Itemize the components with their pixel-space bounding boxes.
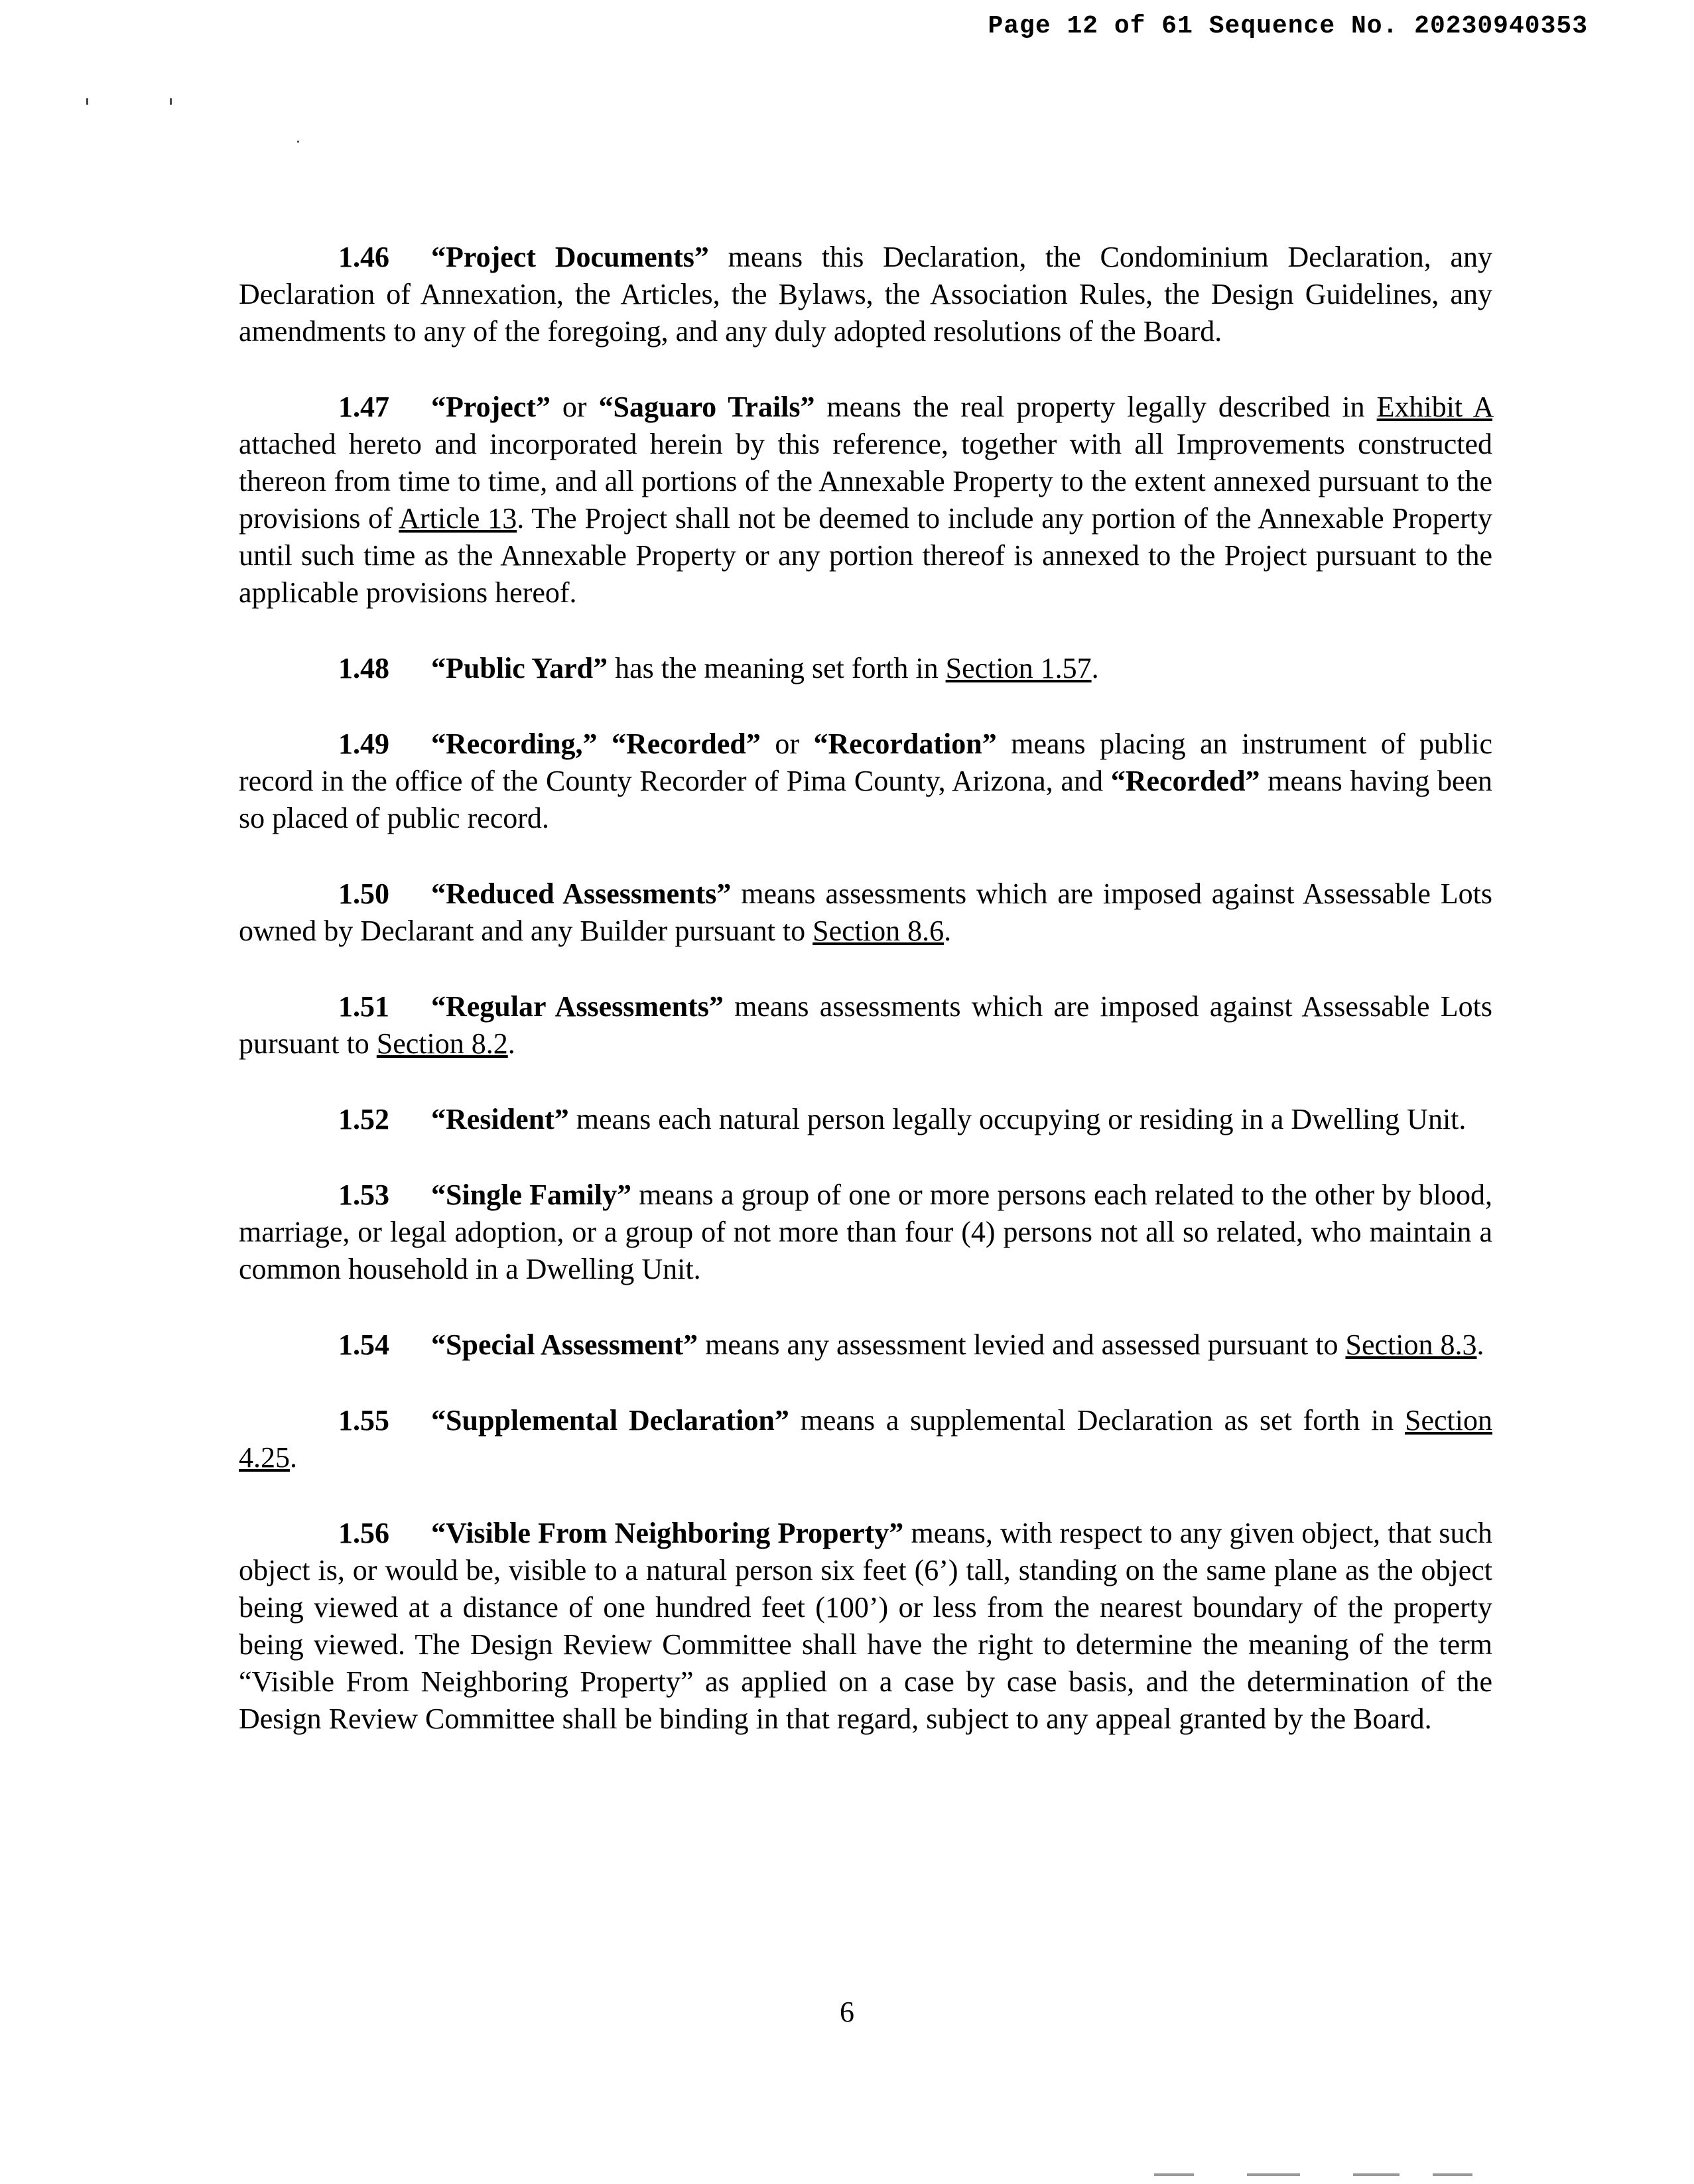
definition-text: means a supplemental Declaration as set forth in: [789, 1404, 1405, 1437]
section-number: 1.47: [338, 391, 389, 423]
cross-reference: Section 8.6: [813, 915, 945, 947]
page-number: 6: [840, 1996, 854, 2028]
defined-term: “Supplemental Declaration”: [431, 1404, 789, 1437]
definition-text: means assessments which are imposed against Assessable Lots owned by Declarant and any Builder pursuant to: [239, 877, 1492, 947]
definition-paragraph: [239, 650, 1492, 687]
section-number: 1.51: [338, 990, 389, 1023]
cross-reference: Section 8.3: [1345, 1328, 1477, 1361]
defined-term: “Special Assessment”: [431, 1328, 698, 1361]
definition-text: means, with respect to any given object, that such object is, or would be, visible to a natural person six feet (6’) tall, standing on the same plane as the object being viewed at a distance of one hundred feet (100’) or less from the nearest boundary of the property being viewed. The Design Review Committee shall have the right to determine the meaning of the term “Visible From Neighboring Property” as applied on a case by case basis, and the determination of the Design Review Committee shall be binding in that regard, subject to any appeal granted by the Board.: [239, 1517, 1492, 1735]
section-number: 1.54: [338, 1328, 389, 1361]
definition-paragraph: [239, 389, 1492, 611]
definition-text: .: [1476, 1328, 1484, 1361]
definition-paragraph: [239, 988, 1492, 1062]
defined-term: “Recording,” “Recorded”: [431, 728, 761, 760]
definition-text: .: [1091, 652, 1099, 684]
section-number: 1.48: [338, 652, 389, 684]
definition-paragraph: [239, 1515, 1492, 1738]
definition-paragraph: [239, 1177, 1492, 1288]
definition-text: means having been so placed of public record.: [239, 765, 1493, 834]
definition-text: means a group of one or more persons each related to the other by blood, marriage, or legal adoption, or a group of not more than four (4) persons not all so related, who maintain a common household in a Dwelling Unit.: [239, 1179, 1492, 1285]
definition-text: has the meaning set forth in: [608, 652, 946, 684]
section-number: 1.56: [338, 1517, 389, 1549]
section-number: 1.50: [338, 877, 389, 910]
scan-artifact: [1154, 2169, 1486, 2179]
cross-reference: Section 4.25: [239, 1404, 1492, 1474]
definition-text: .: [507, 1027, 515, 1060]
defined-term: “Project Documents”: [431, 241, 709, 273]
section-number: 1.55: [338, 1404, 389, 1437]
definition-text: means any assessment levied and assessed pursuant to: [698, 1328, 1346, 1361]
cross-reference: Section 8.2: [376, 1027, 508, 1060]
document-body: [239, 239, 1492, 1776]
document-header: Page 12 of 61 Sequence No. 20230940353: [988, 12, 1588, 40]
definition-text: means each natural person legally occupying or residing in a Dwelling Unit.: [568, 1103, 1466, 1135]
defined-term: “Recorded”: [1110, 765, 1260, 797]
definition-text: . The Project shall not be deemed to include any portion of the Annexable Property until such time as the Annexable Property or any portion thereof is annexed to the Project pursuant to the applicable provisions hereof.: [239, 502, 1492, 609]
defined-term: “Recordation”: [813, 728, 997, 760]
cross-reference: Section 1.57: [945, 652, 1092, 684]
definition-text: means this Declaration, the Condominium Declaration, any Declaration of Annexation, the Articles, the Bylaws, the Association Rules, the Design Guidelines, any amendments to any of the foregoing, and any duly adopted resolutions of the Board.: [239, 241, 1492, 348]
definition-paragraph: [239, 1326, 1492, 1364]
section-number: 1.46: [338, 241, 389, 273]
scan-speck: [297, 141, 299, 143]
definition-text: .: [290, 1441, 297, 1474]
definition-text: .: [944, 915, 952, 947]
definition-text: attached hereto and incorporated herein by this reference, together with all Improvements constructed thereon from time to time, and all portions of the Annexable Property to the extent annexed pursuant to the provisions of: [239, 428, 1492, 535]
defined-term: “Single Family”: [431, 1179, 632, 1211]
defined-term: “Saguaro Trails”: [598, 391, 815, 423]
defined-term: “Public Yard”: [431, 652, 608, 684]
defined-term: “Reduced Assessments”: [431, 877, 732, 910]
defined-term: “Visible From Neighboring Property”: [431, 1517, 904, 1549]
defined-term: “Resident”: [431, 1103, 569, 1135]
definition-paragraph: [239, 875, 1492, 950]
definition-text: or: [550, 391, 599, 423]
cross-reference: Article 13: [399, 502, 517, 535]
definition-paragraph: [239, 239, 1492, 350]
definition-text: means assessments which are imposed against Assessable Lots pursuant to: [239, 990, 1493, 1060]
scan-speck: [86, 98, 88, 105]
definition-text: means the real property legally described in: [814, 391, 1377, 423]
definition-text: or: [760, 728, 814, 760]
definition-paragraph: [239, 1402, 1492, 1476]
section-number: 1.53: [338, 1179, 389, 1211]
definition-text: means placing an instrument of public record in the office of the County Recorder of Pima County, Arizona, and: [239, 728, 1492, 797]
definition-paragraph: [239, 1101, 1492, 1138]
defined-term: “Regular Assessments”: [431, 990, 724, 1023]
section-number: 1.49: [338, 728, 389, 760]
cross-reference: Exhibit A: [1376, 391, 1493, 423]
definition-paragraph: [239, 726, 1492, 837]
defined-term: “Project”: [431, 391, 551, 423]
section-number: 1.52: [338, 1103, 389, 1135]
scan-speck: [170, 98, 172, 105]
